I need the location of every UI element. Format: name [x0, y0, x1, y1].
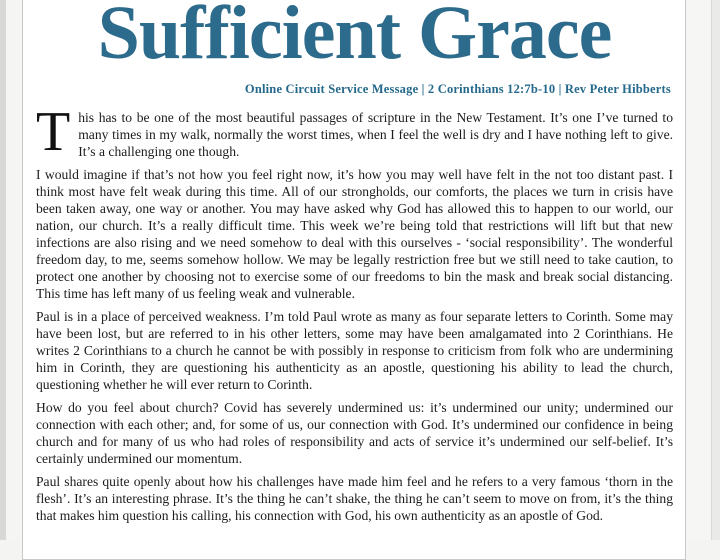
- drop-cap-letter: T: [36, 100, 71, 163]
- viewer-right-edge: [712, 0, 720, 540]
- document-page: [22, 0, 686, 560]
- paragraph: I would imagine if that’s not how you feel right now, it’s how you may well have felt in the not too distant past. I think most have felt weak during this time. All of our strongholds, our comforts, the places we turn in crisis have been taken away, one way or another. You may have asked why God has allowed this to happen to our world, our nation, our church. It’s a really difficult time. This week we’re being told that restrictions will lift but that new infections are also rising and we need somehow to deal with this ourselves - ‘social responsibility’. The wonderful freedom day, to me, seems somehow hollow. We may be legally restriction free but we still need to take caution, to protect one another by choosing not to exercise some of our freedoms to bin the mask and break social distancing. This time has left many of us feeling weak and vulnerable.: [36, 166, 673, 301]
- viewer-right-gutter: [687, 0, 712, 540]
- paragraph-intro: [36, 100, 673, 163]
- document-body: [36, 100, 673, 524]
- document-title: Sufficient Grace: [97, 0, 612, 75]
- viewer-left-gutter: [6, 0, 22, 540]
- paragraph-intro-text: his has to be one of the most beautiful passages of scripture in the New Testament. It’s one I’ve turned to many times in my walk, normally the worst times, when I feel the well is dry and I have nothing left to give. It’s a challenging one though.: [78, 109, 673, 159]
- paragraph: How do you feel about church? Covid has severely undermined us: it’s undermined our unity; undermined our connection with each other; and, for some of us, our connection with God. It’s undermined our confidence in being church and for many of us who had roles of responsibility and acts of service it’s undermined our self-belief. It’s certainly undermined our momentum.: [36, 399, 673, 466]
- paragraph: Paul is in a place of perceived weakness. I’m told Paul wrote as many as four separate letters to Corinth. Some may have been lost, but are referred to in his other letters, some may have been amalgamated into 2 Corinthians. He writes 2 Corinthians to a church he cannot be with possibly in response to criticism from folk who are undermining him in Corinth, they are questioning his authenticity as an apostle, questioning his ability to lead the church, questioning whether he will ever return to Corinth.: [36, 308, 673, 392]
- document-subtitle: Online Circuit Service Message | 2 Corinthians 12:7b-10 | Rev Peter Hibberts: [244, 81, 671, 96]
- paragraph: Paul shares quite openly about how his challenges have made him feel and he refers to a very famous ‘thorn in the flesh’. It’s an interesting phrase. It’s the thing he can’t shake, the thing he can’t seem to move on from, it’s the thing that makes him question his calling, his connection with God, his own authenticity as an apostle of God.: [36, 473, 673, 523]
